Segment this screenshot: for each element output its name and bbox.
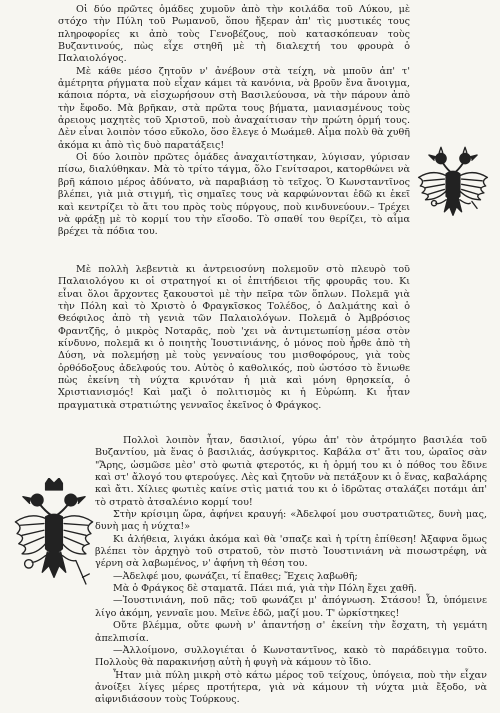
paragraph: Μὲ πολλὴ λεβεντιὰ κι ἀντρειοσύνη πολεμοῦν στὸ πλευρὸ τοῦ Παλαιολόγου κι οἱ στρατηγοί κι οἱ ἐπιτήδειοι τῆς φρουρᾶς του. Κι εἶναι ὅλοι ἄρχοντες ξακουστοὶ μὲ τὴν πεῖρα τῶν ὅπλων. Πολεμᾶ γιὰ τὴν Πόλη καὶ τὸ Χριστὸ ὁ Φραγκῖσκος Τολέδος, ὁ Δαλμάτης καὶ ὁ Θεόφιλος ἀπὸ τὴ γενιὰ τῶν Παλαιολόγων. Πολεμᾶ ὁ Ἀμβρόσιος Φραντζῆς, ὁ μικρὸς Νοταρᾶς, ποὺ 'χει νὰ ἀντιμετωπίσῃ μέσα στὸν κίνδυνο, πολεμᾶ κι ὁ ποιητὴς Ἰουστινιάνης, ὁ μόνος ποὺ ἦρθε ἀπὸ τὴ Δύση, νὰ πολεμήσῃ μὲ τοὺς γενναίους του μισθοφόρους, γιὰ τοὺς ὀρθόδοξους ἀδελφούς του. Αὐτὸς ὁ καθολικός, ποὺ ὡστόσο τὸ ἔνιωθε πὼς ἐκείνη τὴ νύχτα κρινόταν ἡ μιὰ καὶ μόνη θρησκεία, ὁ Χριστιανισμός! Καὶ μαζὶ ὁ πολιτισμὸς κι ἡ Εὐρώπη. Κι ἦταν πραγματικὰ στρατιώτης γενναῖος ἐκεῖνος ὁ Φράγκος. xyxy=(58,264,410,411)
dialogue-line: —Ἀλλοίμονο, συλλογιέται ὁ Κωνσταντῖνος, κακὸ τὸ παράδειγμα τοῦτο. Πολλοὺς θὰ παρακινήσῃ αὐτὴ ἡ φυγὴ νὰ κάμουν τὸ ἴδιο. xyxy=(95,644,487,669)
paragraph: Πολλοὶ λοιπὸν ἦταν, δασιλιοί, γύρω ἀπ' τὸν ἀτρόμητο βασιλέα τοῦ Βυζαντίου, μὰ ἕνας ὁ βασιλιάς, ἀσύγκριτος. Καβάλα στ' ἄτι του, ὡραῖος σὰν "Ἄρης, ὡσμῶσε μὲσ' στὸ φωτιὰ φτεροτός, κι ἡ ὁρμή του κι ὁ πόθος του ἔδινε καὶ στ' ἄλογό του φτερούγες. Λὲς καὶ ζητοῦν νὰ πετάξουν κι ὁ ἕνας, καβαλάρης καὶ ἄτι. Χίλιες φωτιὲς καίνε στὶς ματιά του κι ὁ ἱδρῶτας σταλάζει ποτάμι ἀπ' τὸ στρατὸ ἀτσαλένιο κορμί του! xyxy=(95,435,487,508)
double-headed-eagle-icon xyxy=(12,478,96,596)
paragraph: Στὴν κρίσιμη ὥρα, ἀφήνει κραυγή: «Ἀδελφοί μου συστρατιῶτες, δυνὴ μας, δυνὴ μας ἡ νύχτα!» xyxy=(95,509,487,533)
paragraph: Ἦταν μιὰ πύλη μικρὴ στὸ κάτω μέρος τοῦ τείχους, ὑπόγεια, ποὺ τὴν εἶχαν ἀνοίξει λίγες μέρες προτήτερα, γιὰ νὰ κάμουν τὴ νύχτα μιὰ ἔξοδο, νὰ αἰφνιδιάσουν τοὺς Τούρκους. xyxy=(95,669,487,706)
double-headed-eagle-icon xyxy=(410,140,496,232)
paragraph: Μὰ ὁ Φράγκος δὲ σταματᾶ. Πάει πιά, γιὰ τὴν Πόλη ἔχει χαθῆ. xyxy=(113,583,417,595)
dialogue-line: —Ἀδελφέ μου, φωνάζει, τί ἔπαθες; Ἔχεις λαβωθῆ; xyxy=(113,570,358,582)
paragraph: Οἱ δύο πρῶτες ὁμάδες χυμοῦν ἀπὸ τὴν κοιλάδα τοῦ Λύκου, μὲ στόχο τὴν Πύλη τοῦ Ρωμανοῦ, ὅπου ἤξεραν ἀπ' τὶς μυστικές τους πληροφορίες κι ἀπὸ τοὺς Γενοβέζους, ποὺ κατασκόπευαν τοὺς Βυζαντινούς, πὼς εἶχε στηθῆ μὲ τὴ διαλεχτή του φρουρὰ ὁ Παλαιολόγος. xyxy=(58,4,410,65)
paragraph: Μὲ κάθε μέσο ζητοῦν ν' ἀνέβουν στὰ τείχη, νὰ μποῦν ἀπ' τ' ἀμέτρητα ρήγματα ποὺ εἶχαν κάμει τὰ κανόνια, νὰ βροῦν ἔνα ἄνοιγμα, κάποια πόρτα, νὰ εἰσχωρήσουν στὴ Βασιλεύουσα, νὰ τὴν πάρουν ἀπὸ τὴν ἔφοδο. Μὰ βρῆκαν, στὰ πρῶτα τους βήματα, μανιασμένους τοὺς ἀρειους μαχητὲς τοῦ Χριστοῦ, ποὺ ἀναχαίτισαν τὴν πρώτη ὁρμή τους. Δὲν εἶναι λοιπὸν τόσο εὔκολο, ὅσο ἔλεγε ὁ Μωάμεθ. Αἷμα πολὺ θὰ χυθῆ ἀκόμα κι ἀπὸ τὶς δυὸ παρατάξεις! xyxy=(58,65,410,151)
text-block-1 xyxy=(58,4,410,239)
dialogue-line: —Ἰουστινιάνη, ποῦ πᾶς; τοῦ φωνάζει μ' ἀπόγνωση. Στάσου! Ὦ, ὑπόμεινε λίγο ἀκόμη, γενναῖε μου. Μεῖνε ἐδῶ, μαζί μου. Τ' ὡρκίστηκες! xyxy=(95,595,487,619)
paragraph: Κι ἀλήθεια, λιγάκι ἀκόμα καὶ θὰ 'σπαζε καὶ ἡ τρίτη ἐπίθεση! Ἀξαφνα ὅμως βλέπει τὸν ἀρχηγὸ τοῦ στρατοῦ, τὸν πιστὸ Ἰουστινιάνη νὰ πισωστρέφη, νὰ γέρνη σὰ λαβωμένος, ν' ἀφήνη τὴ θέση του. xyxy=(95,533,487,570)
paragraph: Οἱ δύο λοιπὸν πρῶτες ὁμάδες ἀναχαιτίστηκαν, λύγισαν, γύρισαν πίσω, διαλύθηκαν. Μὰ τὸ τρίτο τάγμα, ὅλο Γενίτσαροι, κατορθώνει νὰ βρῆ κάποιο μέρος ἀδύνατο, νὰ παραβιάσῃ τὸ τεῖχος. Ὁ Κωνσταντῖνος βλέπει, γιὰ μιὰ στιγμή, τὶς σημαῖες τους νὰ καρφώνονται ἐδῶ κι ἐκεῖ καὶ κεντρίζει τὸ ἄτι του πρὸς τοὺς πύργους, ποὺ κινδυνεύουν.– Τρέχει νὰ φράξῃ μὲ τὸ κορμί του τὴν εἴσοδο. Τὸ σπαθί του θερίζει, τὸ αἷμα βρέχει τὰ πόδια του. xyxy=(58,152,410,238)
paragraph: Οὔτε βλέμμα, οὔτε φωνὴ ν' ἀπαντήσῃ σ' ἐκείνη τὴν ἔσχατη, τὴ γεμάτη ἀπελπισία. xyxy=(95,620,487,644)
text-block-2 xyxy=(58,264,410,412)
text-block-3 xyxy=(95,435,487,707)
